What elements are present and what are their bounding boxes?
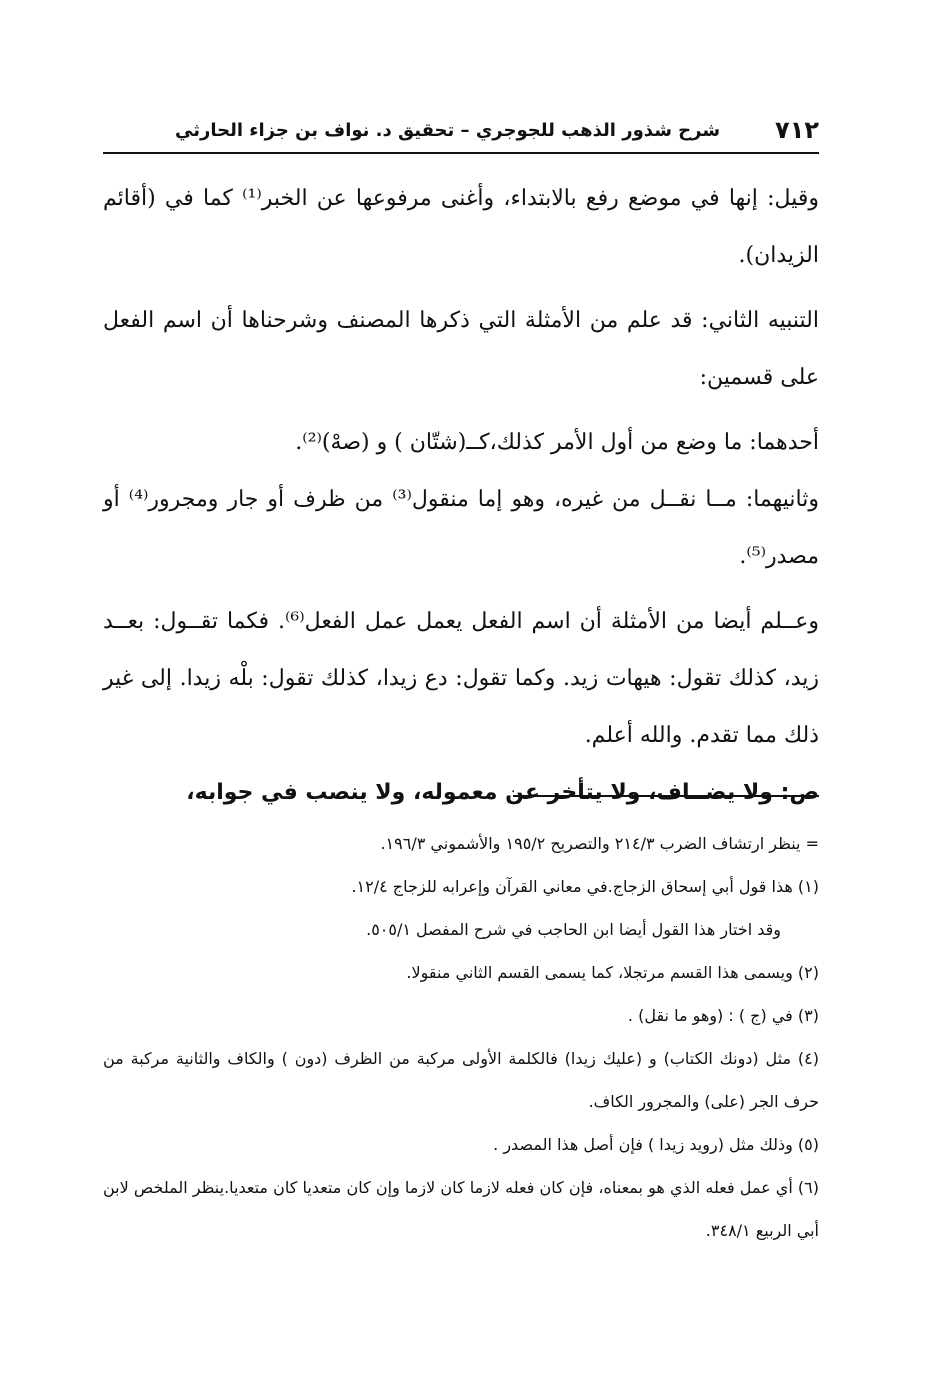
footnote: (٢) ويسمى هذا القسم مرتجلا، كما يسمى القسم الثاني منقولا. (406, 963, 819, 982)
footnote: (٥) وذلك مثل (رويد زيدا ) فإن أصل هذا المصدر . (493, 1135, 819, 1154)
footnote: (٤) مثل (دونك الكتاب) و (عليك زيدا) فالكلمة الأولى مركبة من الظرف (دون ) والكاف والثانية مركبة من حرف الجر (على) والمجرور الكاف. (103, 1049, 819, 1111)
footnotes (103, 822, 819, 1252)
footnote: = ينظر ارتشاف الضرب ٢١٤/٣ والتصريح ١٩٥/٢ والأشموني ١٩٦/٣. (380, 834, 819, 853)
bold-matn-line: ص: ولا يضــاف، ولا يتأخر عن معموله، ولا ينصب في جوابه، (186, 780, 819, 805)
footnote: وقد اختار هذا القول أيضا ابن الحاجب في شرح المفصل ٥٠٥/١. (366, 920, 781, 939)
paragraph: وعــلم أيضا من الأمثلة أن اسم الفعل يعمل عمل الفعل⁽⁶⁾. فكما تقــول: بعــد زيد، كذلك تقول: هيهات زيد. وكما تقول: دع زيدا، كذلك تقول: بلْه زيدا. إلى غير ذلك مما تقدم. والله أعلم. (103, 609, 819, 748)
page-number: ٧١٢ (775, 116, 819, 144)
footnote-separator (513, 795, 819, 797)
page-header (103, 116, 819, 154)
footnote: (٦) أي عمل فعله الذي هو بمعناه، فإن كان فعله لازما كان لازما وإن كان متعديا كان متعديا.ينظر الملخص لابن أبي الربيع ٣٤٨/١. (103, 1178, 819, 1240)
running-title: شرح شذور الذهب للجوجري – تحقيق د. نواف بن جزاء الحارثي (175, 120, 721, 141)
paragraph: أحدهما: ما وضع من أول الأمر كذلك،كــ(شتّان ) و (صهْ)⁽²⁾. (295, 430, 819, 455)
paragraph: التنبيه الثاني: قد علم من الأمثلة التي ذكرها المصنف وشرحناها أن اسم الفعل على قسمين: (103, 308, 819, 390)
footnote: (٣) في (ج ) : (وهو ما نقل) . (627, 1006, 819, 1025)
paragraph: وثانيهما: مــا نقــل من غيره، وهو إما منقول⁽³⁾ من ظرف أو جار ومجرور⁽⁴⁾ أو مصدر⁽⁵⁾. (103, 487, 820, 569)
footnote: (١) هذا قول أبي إسحاق الزجاج.في معاني القرآن وإعرابه للزجاج ١٢/٤. (351, 877, 819, 896)
main-text (103, 170, 819, 829)
paragraph: وقيل: إنها في موضع رفع بالابتداء، وأغنى مرفوعها عن الخبر⁽¹⁾ كما في (أقائم الزيدان). (103, 186, 819, 268)
